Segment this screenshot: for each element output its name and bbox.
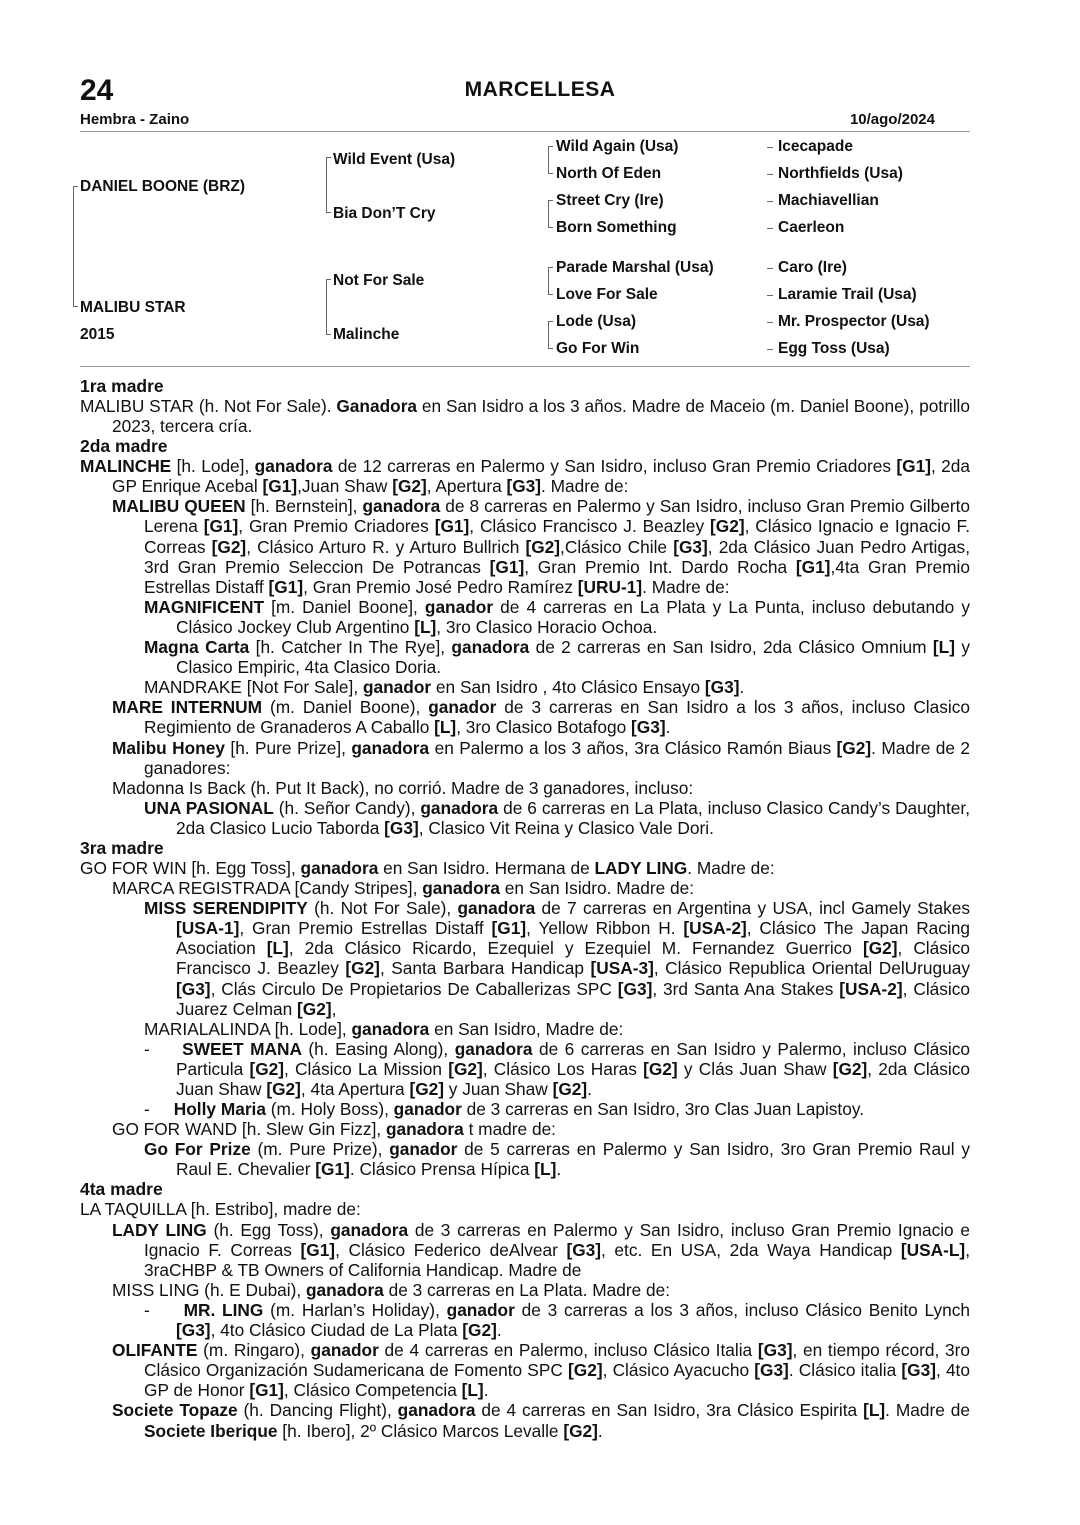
bracket-tick (326, 212, 331, 213)
pedigree-gen4-1: Icecapade (778, 138, 853, 155)
dash (767, 147, 773, 148)
bracket-line (548, 267, 549, 294)
sex-color: Hembra - Zaino (80, 111, 190, 128)
bracket-tick (73, 306, 78, 307)
pedigree-gen4-4: Caerleon (778, 219, 845, 236)
bracket-tick (326, 279, 331, 280)
pedigree-gen3-2: North Of Eden (556, 165, 662, 182)
bracket-line (548, 146, 549, 173)
bracket-line (326, 157, 327, 212)
pedigree-gen4-5: Caro (Ire) (778, 259, 847, 276)
bracket-line (73, 186, 74, 306)
bracket-line (548, 321, 549, 348)
section-title: 2da madre (80, 436, 168, 457)
family-entry: MISS SERENDIPITY (h. Not For Sale), ganadora de 7 carreras en Argentina y USA, incl Gamely Stakes [USA-1], Gran Premio Estrellas Distaff [G1], Yellow Ribbon H. [USA-2], Clásico The Japan Racing Asociation [L], 2da Clásico Ricardo, Ezequiel y Ezequiel M. Fernandez Guerrico [G2], Clásico Francisco J. Beazley [G2], Santa Barbara Handicap [USA-3], Clásico Republica Oriental DelUruguay [G3], Clás Circulo De Propietarios De Caballerizas SPC [G3], 3rd Santa Ana Stakes [USA-2], Clásico Juarez Celman [G2], (144, 898, 971, 1019)
pedigree-dam: MALIBU STAR (80, 299, 186, 316)
bracket-tick (548, 267, 553, 268)
family-entry: MALIBU QUEEN [h. Bernstein], ganadora de 8 carreras en Palermo y San Isidro, incluso Gran Premio Gilberto Lerena [G1], Gran Premio Criadores [G1], Clásico Francisco J. Beazley [G2], Clásico Ignacio e Ignacio F. Correas [G2], Clásico Arturo R. y Arturo Bullrich [G2],Clásico Chile [G3], 2da Clásico Juan Pedro Artigas, 3rd Gran Premio Seleccion De Potrancas [G1], Gran Premio Int. Dardo Rocha [G1],4ta Gran Premio Estrellas Distaff [G1], Gran Premio José Pedro Ramírez [URU-1]. Madre de: (112, 496, 971, 597)
family-entry: LADY LING (h. Egg Toss), ganadora de 3 carreras en Palermo y San Isidro, incluso Gran Premio Ignacio e Ignacio F. Correas [G1], Clásico Federico deAlvear [G3], etc. En USA, 2da Waya Handicap [USA-L], 3raCHBP & TB Owners of California Handicap. Madre de (112, 1219, 970, 1280)
family-entry: Go For Prize (m. Pure Prize), ganador de 5 carreras en Palermo y San Isidro, 3ro Gran Premio Raul y Raul E. Chevalier [G1]. Clásico Prensa Hípica [L]. (144, 1139, 971, 1180)
family-entry: UNA PASIONAL (h. Señor Candy), ganadora de 6 carreras en La Plata, incluso Clasico Candy’s Daughter, 2da Clasico Lucio Taborda [G3], Clasico Vit Reina y Clasico Vale Dori. (144, 797, 971, 838)
family-entry: MAGNIFICENT [m. Daniel Boone], ganador de 4 carreras en La Plata y La Punta, incluso debutando y Clásico Jockey Club Argentino [L], 3ro Clasico Horacio Ochoa. (144, 596, 970, 637)
pedigree-gen2-3: Not For Sale (333, 272, 425, 289)
pedigree-dam-year: 2015 (80, 326, 115, 343)
family-entry: MALINCHE [h. Lode], ganadora de 12 carreras en Palermo y San Isidro, incluso Gran Premio Criadores [G1], 2da GP Enrique Acebal [G1],Juan Shaw [G2], Apertura [G3]. Madre de: (80, 456, 971, 497)
family-entry: MARIALALINDA [h. Lode], ganadora en San Isidro, Madre de: (144, 1018, 624, 1039)
bracket-line (326, 279, 327, 334)
dash (767, 295, 773, 296)
bracket-tick (548, 146, 553, 147)
pedigree-gen3-3: Street Cry (Ire) (556, 192, 664, 209)
sale-date: 10/ago/2024 (849, 111, 935, 128)
dash (767, 174, 773, 175)
family-entry: - MR. LING (m. Harlan’s Holiday), ganador de 3 carreras a los 3 años, incluso Clásico Benito Lynch [G3], 4to Clásico Ciudad de La Plata [G2]. (144, 1299, 971, 1341)
bracket-tick (548, 200, 553, 201)
section-title: 3ra madre (80, 837, 164, 858)
pedigree-gen2-1: Wild Event (Usa) (333, 151, 456, 168)
pedigree-gen3-8: Go For Win (556, 340, 640, 357)
horse-name: MARCELLESA (464, 78, 616, 101)
pedigree-rule (80, 366, 970, 367)
family-entry: GO FOR WAND [h. Slew Gin Fizz], ganadora t madre de: (112, 1119, 556, 1140)
bracket-tick (326, 334, 331, 335)
pedigree-gen4-2: Northfields (Usa) (778, 165, 903, 182)
family-entry: - SWEET MANA (h. Easing Along), ganadora de 6 carreras en San Isidro y Palermo, incluso Clásico Particula [G2], Clásico La Mission [G2], Clásico Los Haras [G2] y Clás Juan Shaw [G2], 2da Clásico Juan Shaw [G2], 4ta Apertura [G2] y Juan Shaw [G2]. (144, 1038, 971, 1099)
bracket-tick (73, 186, 78, 187)
pedigree-gen4-8: Egg Toss (Usa) (778, 340, 890, 357)
dash (767, 228, 773, 229)
pedigree-gen4-3: Machiavellian (778, 192, 879, 209)
pedigree-gen3-5: Parade Marshal (Usa) (556, 259, 714, 276)
family-entry: MISS LING (h. E Dubai), ganadora de 3 carreras en La Plata. Madre de: (112, 1279, 671, 1300)
pedigree-sire: DANIEL BOONE (BRZ) (80, 178, 246, 195)
pedigree-gen3-4: Born Something (556, 219, 677, 236)
family-entry: - Holly Maria (m. Holy Boss), ganador de 3 carreras en San Isidro, 3ro Clas Juan Lapistoy. (144, 1099, 865, 1120)
dash (767, 349, 773, 350)
pedigree-gen2-2: Bia Don’T Cry (333, 205, 436, 222)
header-rule (80, 131, 970, 132)
bracket-tick (548, 348, 553, 349)
bracket-tick (548, 321, 553, 322)
pedigree-gen3-1: Wild Again (Usa) (556, 138, 679, 155)
pedigree-gen4-6: Laramie Trail (Usa) (778, 286, 917, 303)
bracket-line (548, 200, 549, 227)
dash (767, 322, 773, 323)
pedigree-gen3-7: Lode (Usa) (556, 313, 637, 330)
family-entry: Madonna Is Back (h. Put It Back), no corrió. Madre de 3 ganadores, incluso: (112, 777, 694, 798)
family-entry: MALIBU STAR (h. Not For Sale). Ganadora en San Isidro a los 3 años. Madre de Maceio (m. Daniel Boone), potrillo 2023, tercera cría. (80, 396, 970, 437)
section-title: 1ra madre (80, 376, 164, 396)
family-entry: MANDRAKE [Not For Sale], ganador en San Isidro , 4to Clásico Ensayo [G3]. (144, 677, 745, 698)
dash (767, 201, 773, 202)
pedigree-gen3-6: Love For Sale (556, 286, 658, 303)
lot-number: 24 (80, 74, 114, 107)
section-title: 4ta madre (80, 1179, 163, 1200)
pedigree-gen2-4: Malinche (333, 326, 400, 343)
pedigree-gen4-7: Mr. Prospector (Usa) (778, 313, 930, 330)
bracket-tick (548, 173, 553, 174)
family-entry: Magna Carta [h. Catcher In The Rye], ganadora de 2 carreras en San Isidro, 2da Clásico Omnium [L] y Clasico Empiric, 4ta Clasico Doria. (144, 637, 970, 678)
family-section (80, 376, 970, 1441)
bracket-tick (548, 294, 553, 295)
bracket-tick (326, 157, 331, 158)
family-entry: LA TAQUILLA [h. Estribo], madre de: (80, 1199, 361, 1220)
family-entry: Malibu Honey [h. Pure Prize], ganadora en Palermo a los 3 años, 3ra Clásico Ramón Biaus [G2]. Madre de 2 ganadores: (112, 737, 970, 778)
dash (767, 268, 773, 269)
family-entry: GO FOR WIN [h. Egg Toss], ganadora en San Isidro. Hermana de LADY LING. Madre de: (80, 857, 775, 878)
bracket-tick (548, 227, 553, 228)
family-entry: Societe Topaze (h. Dancing Flight), ganadora de 4 carreras en San Isidro, 3ra Clásico Espirita [L]. Madre de Societe Iberique [h. Ibero], 2º Clásico Marcos Levalle [G2]. (112, 1400, 970, 1441)
family-entry: MARCA REGISTRADA [Candy Stripes], ganadora en San Isidro. Madre de: (112, 878, 695, 899)
family-entry: MARE INTERNUM (m. Daniel Boone), ganador de 3 carreras en San Isidro a los 3 años, incluso Clasico Regimiento de Granaderos A Caballo [L], 3ro Clasico Botafogo [G3]. (112, 697, 970, 738)
family-entry: OLIFANTE (m. Ringaro), ganador de 4 carreras en Palermo, incluso Clásico Italia [G3], en tiempo récord, 3ro Clásico Organización Sudamericana de Fomento SPC [G2], Clásico Ayacucho [G3]. Clásico italia [G3], 4to GP de Honor [G1], Clásico Competencia [L]. (112, 1340, 970, 1401)
